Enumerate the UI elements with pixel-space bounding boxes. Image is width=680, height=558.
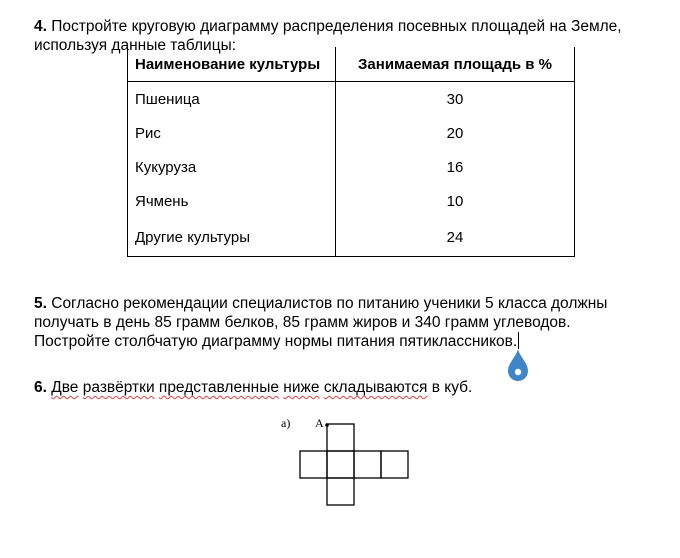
task-5-text-3: Постройте столбчатую диаграмму нормы питания пятиклассников. bbox=[34, 333, 518, 350]
task-4-number: 4. bbox=[34, 18, 47, 35]
area-cell: 20 bbox=[446, 124, 464, 142]
table-row bbox=[128, 218, 575, 257]
table-row bbox=[128, 116, 575, 150]
area-cell: 30 bbox=[446, 90, 464, 108]
area-cell: 10 bbox=[446, 192, 464, 210]
table-row bbox=[128, 82, 575, 117]
task-6-word: Две bbox=[51, 379, 79, 396]
area-cell: 16 bbox=[446, 158, 464, 176]
crop-cell: Ячмень bbox=[128, 184, 336, 218]
net-square bbox=[354, 451, 381, 478]
task-6-word: в куб. bbox=[431, 379, 473, 396]
net-square bbox=[327, 451, 354, 478]
task-6-word: складываются bbox=[323, 379, 428, 396]
task-5-line-1 bbox=[34, 294, 607, 313]
task-5-text-2: получать в день 85 грамм белков, 85 грамм жиров и 340 грамм углеводов. bbox=[34, 314, 571, 331]
net-square bbox=[300, 451, 327, 478]
task-6-line-1 bbox=[34, 378, 472, 397]
net-square bbox=[327, 478, 354, 505]
figure-label: а) bbox=[281, 416, 291, 430]
header-crop-name: Наименование культуры bbox=[128, 47, 336, 82]
net-square bbox=[381, 451, 408, 478]
text-cursor bbox=[518, 332, 519, 349]
task-6-word: представленные bbox=[158, 379, 279, 396]
table-row bbox=[128, 150, 575, 184]
task-5-number: 5. bbox=[34, 295, 47, 312]
area-cell: 24 bbox=[336, 218, 575, 257]
task-4-text-2: используя данные таблицы: bbox=[34, 37, 237, 54]
vertex-point bbox=[325, 423, 329, 427]
crop-cell: Кукуруза bbox=[128, 150, 336, 184]
crop-cell: Рис bbox=[128, 116, 336, 150]
vertex-label: A bbox=[315, 416, 324, 430]
header-area-percent: Занимаемая площадь в % bbox=[336, 47, 575, 82]
table-header-row bbox=[128, 47, 575, 82]
task-4-line-1 bbox=[34, 17, 622, 36]
task-6 bbox=[34, 378, 472, 397]
task-4-text-1: Постройте круговую диаграмму распределения посевных площадей на Земле, bbox=[46, 18, 622, 35]
net-square bbox=[327, 424, 354, 451]
task-5 bbox=[34, 294, 607, 351]
crop-area-table bbox=[127, 47, 575, 257]
task-6-word: развёртки bbox=[82, 379, 155, 396]
table-row bbox=[128, 184, 575, 218]
water-drop-icon[interactable] bbox=[507, 348, 529, 382]
crop-cell: Пшеница bbox=[128, 82, 336, 117]
task-6-number: 6. bbox=[34, 379, 47, 396]
task-6-word: ниже bbox=[283, 379, 320, 396]
task-5-text-1: Согласно рекомендации специалистов по питанию ученики 5 класса должны bbox=[46, 295, 608, 312]
crop-cell: Другие культуры bbox=[128, 218, 336, 257]
